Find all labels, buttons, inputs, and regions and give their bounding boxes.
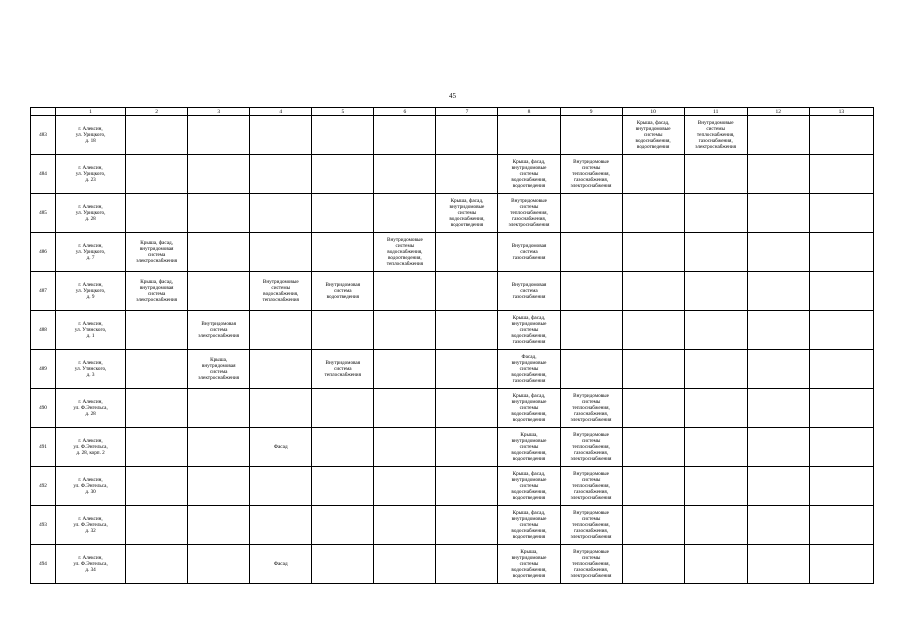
work-type-cell [747,506,809,545]
work-type-cell [436,272,498,311]
header-cell: 2 [126,108,188,116]
work-type-cell [560,311,622,350]
work-type-cell: Внутридомовые системы теплоснабжения, газоснабжения, электроснабжения [560,506,622,545]
work-type-cell [312,116,374,155]
work-type-cell: Крыша, внутридомовая система электроснабжения [188,350,250,389]
row-number-cell: 491 [31,428,56,467]
work-type-cell [560,350,622,389]
work-type-cell [312,467,374,506]
table-row [31,194,874,233]
table-row [31,311,874,350]
address-cell: г. Алексин, ул. Урицкого, д. 28 [56,194,126,233]
work-type-cell [747,194,809,233]
work-type-cell: Внутридомовая система газоснабжения [498,272,560,311]
work-type-cell [250,389,312,428]
work-type-cell [809,272,873,311]
work-type-cell: Внутридомовые системы теплоснабжения, газоснабжения, электроснабжения [560,155,622,194]
table-row [31,428,874,467]
work-type-cell [747,350,809,389]
work-type-cell: Внутридомовые системы водоснабжения, теплоснабжения [250,272,312,311]
work-type-cell [684,311,747,350]
work-type-cell [126,545,188,584]
work-type-cell [747,272,809,311]
work-type-cell [809,233,873,272]
header-cell-blank [31,108,56,116]
work-type-cell [747,389,809,428]
header-cell: 8 [498,108,560,116]
work-type-cell: Внутридомовые системы водоснабжения, водоотведения, теплоснабжения [374,233,436,272]
work-type-cell [188,428,250,467]
table-body [31,108,874,584]
header-cell: 9 [560,108,622,116]
work-type-cell: Внутридомовая система газоснабжения [498,233,560,272]
work-type-cell: Внутридомовые системы теплоснабжения, газоснабжения, электроснабжения [560,467,622,506]
table-row [31,155,874,194]
work-type-cell [188,545,250,584]
address-cell: г. Алексин, ул. Ф.Энгельса, д. 28 [56,389,126,428]
work-type-cell [809,116,873,155]
work-type-cell: Внутридомовые системы теплоснабжения, газоснабжения, электроснабжения [498,194,560,233]
work-type-cell: Крыша, фасад, внутридомовые системы водоснабжения, водоотведения [498,506,560,545]
work-type-cell: Внутридомовая система водоотведения [312,272,374,311]
work-type-cell: Крыша, фасад, внутридомовые системы водоснабжения, газоснабжения [498,311,560,350]
table-row [31,506,874,545]
work-type-cell: Внутридомовые системы теплоснабжения, газоснабжения, электроснабжения [560,545,622,584]
header-cell: 7 [436,108,498,116]
work-type-cell: Фасад, внутридомовые системы водоснабжения, газоснабжения [498,350,560,389]
header-cell: 11 [684,108,747,116]
work-type-cell [622,389,684,428]
work-type-cell [560,194,622,233]
work-type-cell [684,155,747,194]
work-type-cell [188,233,250,272]
work-type-cell: Крыша, фасад, внутридомовая система электроснабжения [126,233,188,272]
work-type-cell [126,155,188,194]
address-cell: г. Алексин, ул. Урицкого, д. 9 [56,272,126,311]
work-type-cell [374,272,436,311]
address-cell: г. Алексин, ул. Утянского, д. 3 [56,350,126,389]
work-type-cell: Фасад [250,428,312,467]
work-type-cell [684,545,747,584]
work-type-cell [809,545,873,584]
work-type-cell [188,272,250,311]
work-type-cell [747,311,809,350]
work-type-cell [436,428,498,467]
address-cell: г. Алексин, ул. Урицкого, д. 18 [56,116,126,155]
work-type-cell: Внутридомовые системы теплоснабжения, газоснабжения, электроснабжения [560,389,622,428]
work-type-cell [622,428,684,467]
work-type-cell [250,311,312,350]
table-row [31,233,874,272]
work-type-cell: Крыша, фасад, внутридомовые системы водоснабжения, водоотведения [498,467,560,506]
header-cell: 1 [56,108,126,116]
work-type-cell [809,155,873,194]
row-number-cell: 486 [31,233,56,272]
work-type-cell: Крыша, фасад, внутридомовые системы водоснабжения, водоотведения [498,155,560,194]
work-type-cell [312,428,374,467]
work-type-cell [809,506,873,545]
header-cell: 10 [622,108,684,116]
row-number-cell: 484 [31,155,56,194]
work-type-cell [747,233,809,272]
work-type-cell: Крыша, внутридомовые системы водоснабжения, водоотведения [498,428,560,467]
work-type-cell [374,545,436,584]
header-cell: 5 [312,108,374,116]
work-type-cell [188,506,250,545]
header-cell: 3 [188,108,250,116]
repair-schedule-table [30,107,874,584]
work-type-cell [250,350,312,389]
work-type-cell [684,506,747,545]
work-type-cell: Крыша, фасад, внутридомовые системы водоснабжения, водоотведения [498,389,560,428]
work-type-cell [809,467,873,506]
table-row [31,350,874,389]
work-type-cell [684,233,747,272]
work-type-cell [684,389,747,428]
work-type-cell: Крыша, фасад, внутридомовая система электроснабжения [126,272,188,311]
table-row [31,116,874,155]
row-number-cell: 489 [31,350,56,389]
work-type-cell [622,155,684,194]
row-number-cell: 492 [31,467,56,506]
work-type-cell [250,506,312,545]
row-number-cell: 490 [31,389,56,428]
work-type-cell [436,155,498,194]
work-type-cell [436,350,498,389]
address-cell: г. Алексин, ул. Урицкого, д. 7 [56,233,126,272]
work-type-cell [312,545,374,584]
header-cell: 12 [747,108,809,116]
work-type-cell [374,389,436,428]
work-type-cell [188,116,250,155]
work-type-cell [622,272,684,311]
work-type-cell [436,233,498,272]
work-type-cell [374,506,436,545]
column-number-row [31,108,874,116]
work-type-cell [188,155,250,194]
work-type-cell [809,350,873,389]
work-type-cell [126,506,188,545]
work-type-cell [436,389,498,428]
work-type-cell [684,272,747,311]
address-cell: г. Алексин, ул. Ф.Энгельса, д. 30 [56,467,126,506]
work-type-cell [126,389,188,428]
row-number-cell: 487 [31,272,56,311]
work-type-cell [809,428,873,467]
work-type-cell: Внутридомовая система электроснабжения [188,311,250,350]
work-type-cell [126,428,188,467]
address-cell: г. Алексин, ул. Ф.Энгельса, д. 28, корп. 2 [56,428,126,467]
work-type-cell [312,506,374,545]
address-cell: г. Алексин, ул. Ф.Энгельса, д. 32 [56,506,126,545]
work-type-cell [622,350,684,389]
work-type-cell [436,311,498,350]
work-type-cell [622,233,684,272]
page-number: 45 [449,92,456,100]
work-type-cell [374,350,436,389]
work-type-cell [374,155,436,194]
work-type-cell: Крыша, фасад, внутридомовые системы водоснабжения, водоотведения [622,116,684,155]
header-cell: 6 [374,108,436,116]
work-type-cell: Крыша, фасад, внутридомовые системы водоснабжения, водоотведения [436,194,498,233]
work-type-cell [809,194,873,233]
work-type-cell [684,467,747,506]
work-type-cell [747,155,809,194]
work-type-cell [747,116,809,155]
work-type-cell [560,233,622,272]
table-row [31,545,874,584]
work-type-cell [622,467,684,506]
work-type-cell [312,389,374,428]
work-type-cell [747,467,809,506]
address-cell: г. Алексин, ул. Утянского, д. 1 [56,311,126,350]
work-type-cell [436,116,498,155]
work-type-cell [809,389,873,428]
work-type-cell [312,155,374,194]
work-type-cell [312,194,374,233]
work-type-cell [312,233,374,272]
work-type-cell [684,350,747,389]
work-type-cell: Внутридомовые системы теплоснабжения, газоснабжения, электроснабжения [560,428,622,467]
work-type-cell [126,311,188,350]
work-type-cell [374,311,436,350]
work-type-cell [250,116,312,155]
work-type-cell [560,272,622,311]
address-cell: г. Алексин, ул. Урицкого, д. 23 [56,155,126,194]
work-type-cell [684,194,747,233]
work-type-cell: Крыша, внутридомовые системы водоснабжения, водоотведения [498,545,560,584]
work-type-cell [684,428,747,467]
work-type-cell [374,467,436,506]
address-cell: г. Алексин, ул. Ф.Энгельса, д. 34 [56,545,126,584]
table-row [31,272,874,311]
work-type-cell [747,545,809,584]
work-type-cell [374,116,436,155]
work-type-cell: Внутридомовые системы теплоснабжения, газоснабжения, электроснабжения [684,116,747,155]
work-type-cell: Фасад [250,545,312,584]
row-number-cell: 493 [31,506,56,545]
row-number-cell: 483 [31,116,56,155]
header-cell: 13 [809,108,873,116]
work-type-cell [250,467,312,506]
header-cell: 4 [250,108,312,116]
work-type-cell [126,467,188,506]
work-type-cell [188,194,250,233]
work-type-cell [126,350,188,389]
work-type-cell [374,194,436,233]
work-type-cell [188,467,250,506]
table-row [31,389,874,428]
work-type-cell [312,311,374,350]
work-type-cell [436,545,498,584]
work-type-cell [622,194,684,233]
work-type-cell [809,311,873,350]
row-number-cell: 488 [31,311,56,350]
work-type-cell [498,116,560,155]
work-type-cell: Внутридомовая система теплоснабжения [312,350,374,389]
work-type-cell [622,545,684,584]
table-row [31,467,874,506]
work-type-cell [436,506,498,545]
row-number-cell: 485 [31,194,56,233]
work-type-cell [374,428,436,467]
work-type-cell [250,233,312,272]
work-type-cell [622,311,684,350]
work-type-cell [436,467,498,506]
row-number-cell: 494 [31,545,56,584]
work-type-cell [126,194,188,233]
work-type-cell [747,428,809,467]
work-type-cell [126,116,188,155]
work-type-cell [560,116,622,155]
work-type-cell [250,155,312,194]
work-type-cell [188,389,250,428]
work-type-cell [250,194,312,233]
work-type-cell [622,506,684,545]
